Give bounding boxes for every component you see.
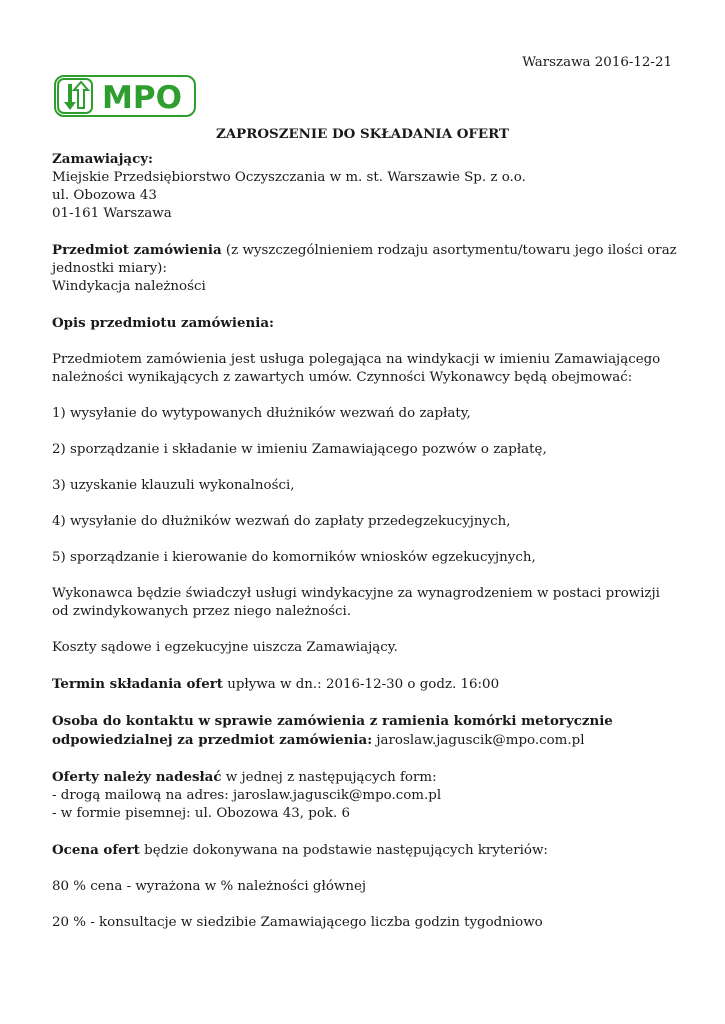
opis-label: Opis przedmiotu zamówienia: [52,315,274,331]
ocena-criterion-1: 80 % cena - wyrażona w % należności głównej [52,879,367,894]
zamawiajacy-label: Zamawiający: [52,151,153,167]
document-title: ZAPROSZENIE DO SKŁADANIA OFERT [216,126,509,142]
mpo-logo [54,75,196,117]
termin-label: Termin składania ofert [52,676,223,692]
przedmiot-note: (z wyszczególnieniem rodzaju asortymentu/towaru jego ilości oraz jednostki miary): [52,243,677,276]
ocena-text: będzie dokonywana na podstawie następujących kryteriów: [139,843,548,858]
ocena-criterion-2: 20 % - konsultacje w siedzibie Zamawiającego liczba godzin tygodniowo [52,915,543,930]
opis-intro: Przedmiotem zamówienia jest usługa polegająca na windykacji w imieniu Zamawiającego należności wynikających z zawartych umów. Czynności Wykonawcy będą obejmować: [52,352,661,385]
kontakt-email: jaroslaw.jaguscik@mpo.com.pl [372,733,585,748]
zamawiajacy-street: ul. Obozowa 43 [52,188,157,203]
oferty-text: w jednej z następujących form: [221,770,437,785]
przedmiot-value: Windykacja należności [52,279,206,294]
oferty-form-pisemna: - w formie pisemnej: ul. Obozowa 43, pok. 6 [52,806,351,821]
opis-item-3: 3) uzyskanie klauzuli wykonalności, [52,478,295,493]
opis-koszty: Koszty sądowe i egzekucyjne uiszcza Zamawiający. [52,640,398,655]
kontakt-label: Osoba do kontaktu w sprawie zamówienia z ramienia komórki metorycznie odpowiedzialnej za przedmiot zamówienia: [52,713,613,748]
document-body [52,150,677,932]
zamawiajacy-city: 01-161 Warszawa [52,206,172,221]
termin-text: upływa w dn.: 2016-12-30 o godz. 16:00 [222,677,500,692]
opis-item-5: 5) sporządzanie i kierowanie do komorników wniosków egzekucyjnych, [52,550,536,565]
opis-item-4: 4) wysyłanie do dłużników wezwań do zapłaty przedegzekucyjnych, [52,514,511,529]
logo-text: MPO [102,80,182,116]
opis-item-1: 1) wysyłanie do wytypowanych dłużników wezwań do zapłaty, [52,406,471,421]
opis-item-2: 2) sporządzanie i składanie w imieniu Zamawiającego pozwów o zapłatę, [52,442,547,457]
oferty-form-email: - drogą mailową na adres: jaroslaw.jaguscik@mpo.com.pl [52,788,442,803]
document-date: Warszawa 2016-12-21 [522,55,672,70]
przedmiot-label: Przedmiot zamówienia [52,242,222,258]
ocena-label: Ocena ofert [52,842,140,858]
oferty-label: Oferty należy nadesłać [52,769,222,785]
zamawiajacy-name: Miejskie Przedsiębiorstwo Oczyszczania w m. st. Warszawie Sp. z o.o. [52,170,526,185]
opis-wynagrodzenie: Wykonawca będzie świadczył usługi windykacyjne za wynagrodzeniem w postaci prowizji od zwindykowanych przez niego należności. [52,586,660,619]
